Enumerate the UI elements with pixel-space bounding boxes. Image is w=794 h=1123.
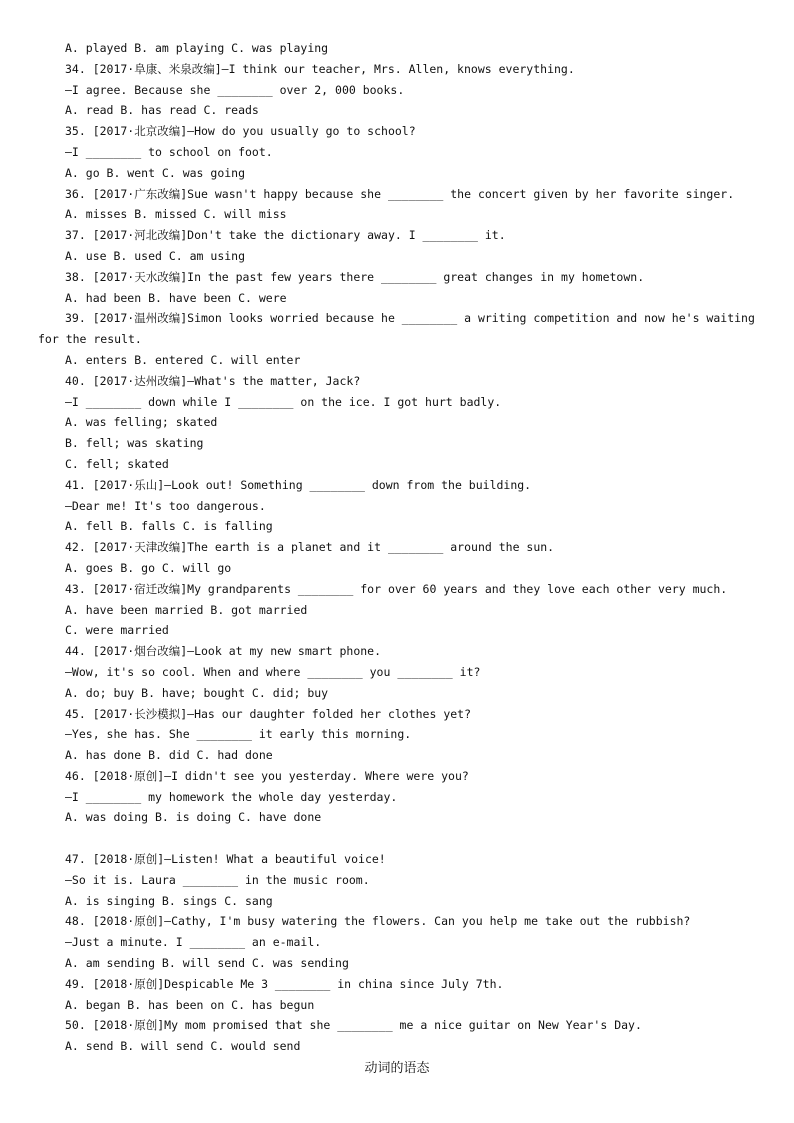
text-line: for the result. (38, 332, 142, 347)
text-line: 49. [2018·原创]Despicable Me 3 ________ in china since July 7th. (65, 976, 504, 991)
text-line: 43. [2017·宿迁改编]My grandparents ________ for over 60 years and they love each other very much. (65, 581, 728, 596)
text-line: B. fell; was skating (65, 436, 204, 451)
text-line: 34. [2017·阜康、米泉改编]—I think our teacher, Mrs. Allen, knows everything. (65, 61, 575, 76)
text-line: 39. [2017·温州改编]Simon looks worried because he ________ a writing competition and now he's waiting (65, 311, 755, 326)
text-line: A. had been B. have been C. were (65, 290, 287, 305)
text-line: 37. [2017·河北改编]Don't take the dictionary away. I ________ it. (65, 228, 506, 243)
text-line: 47. [2018·原创]—Listen! What a beautiful voice! (65, 852, 386, 867)
text-line: —Wow, it's so cool. When and where ________ you ________ it? (65, 664, 481, 679)
text-line: —Just a minute. I ________ an e-mail. (65, 935, 322, 950)
text-line: A. misses B. missed C. will miss (65, 207, 287, 222)
text-line: 48. [2018·原创]—Cathy, I'm busy watering the flowers. Can you help me take out the rubbish? (65, 914, 691, 929)
text-line: A. began B. has been on C. has begun (65, 997, 315, 1012)
text-line: A. played B. am playing C. was playing (65, 41, 329, 55)
text-line: 45. [2017·长沙模拟]—Has our daughter folded her clothes yet? (65, 706, 472, 721)
blank-line (0, 828, 794, 849)
text-line: —Dear me! It's too dangerous. (65, 498, 266, 513)
text-line: A. has done B. did C. had done (65, 748, 273, 763)
text-line: A. enters B. entered C. will enter (65, 352, 301, 367)
text-line: 44. [2017·烟台改编]—Look at my new smart phone. (65, 644, 382, 659)
text-line: C. fell; skated (65, 456, 169, 471)
text-line: A. use B. used C. am using (65, 248, 246, 263)
text-line: 41. [2017·乐山]—Look out! Something ________ down from the building. (65, 477, 532, 492)
text-line: —I ________ down while I ________ on the ice. I got hurt badly. (65, 394, 502, 409)
text-line: A. am sending B. will send C. was sending (65, 956, 349, 971)
text-line: A. was doing B. is doing C. have done (65, 810, 322, 825)
text-line: 38. [2017·天水改编]In the past few years there ________ great changes in my hometown. (65, 269, 645, 284)
text-line: —I ________ to school on foot. (65, 144, 273, 159)
page-footer: 动词的语态 (364, 1061, 430, 1076)
text-line: 35. [2017·北京改编]—How do you usually go to school? (65, 124, 416, 139)
text-line: 36. [2017·广东改编]Sue wasn't happy because she ________ the concert given by her favorite singer. (65, 186, 735, 201)
text-line: —I agree. Because she ________ over 2, 000 books. (65, 82, 405, 97)
text-line: A. send B. will send C. would send (65, 1039, 301, 1054)
text-line: 40. [2017·达州改编]—What's the matter, Jack? (65, 373, 361, 388)
text-line: A. go B. went C. was going (65, 165, 246, 180)
text-line: A. was felling; skated (65, 415, 218, 430)
text-line: 50. [2018·原创]My mom promised that she ________ me a nice guitar on New Year's Day. (65, 1018, 642, 1033)
text-line: A. goes B. go C. will go (65, 560, 232, 575)
text-line: A. is singing B. sings C. sang (65, 893, 273, 908)
text-line: —I ________ my homework the whole day yesterday. (65, 789, 398, 804)
text-line: A. have been married B. got married (65, 602, 308, 617)
text-line: A. do; buy B. have; bought C. did; buy (65, 685, 329, 700)
text-line: —Yes, she has. She ________ it early this morning. (65, 727, 412, 742)
text-line: A. fell B. falls C. is falling (65, 519, 273, 534)
text-line: 42. [2017·天津改编]The earth is a planet and it ________ around the sun. (65, 540, 555, 555)
text-line: 46. [2018·原创]—I didn't see you yesterday. Where were you? (65, 768, 469, 783)
text-line: C. were married (65, 623, 169, 638)
exercise-lines (0, 38, 794, 1057)
text-line: A. read B. has read C. reads (65, 103, 259, 118)
text-line: —So it is. Laura ________ in the music room. (65, 872, 370, 887)
